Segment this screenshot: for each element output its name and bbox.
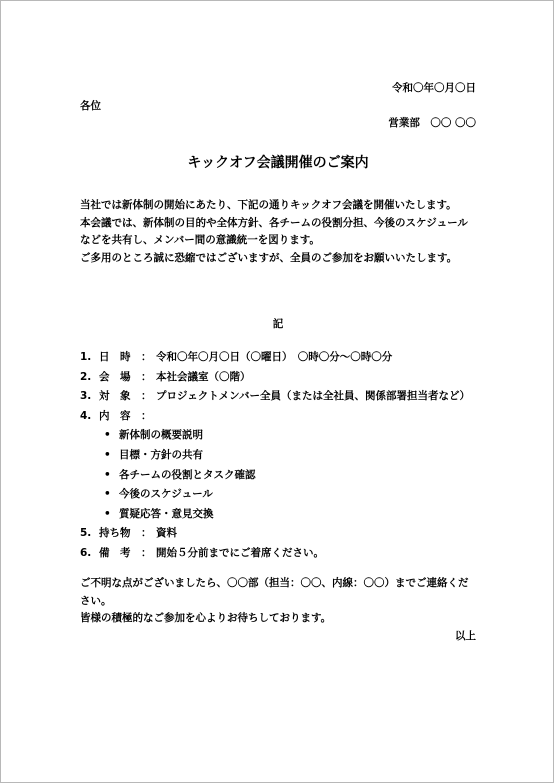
content-bullet-item xyxy=(80,505,480,525)
item-number: 3. xyxy=(80,390,92,403)
content-bullet-item xyxy=(80,485,480,505)
item-value: 開始５分前までにご着席ください。 xyxy=(156,546,324,559)
content-text: 今後のスケジュール xyxy=(119,488,213,501)
item-label: 会 場 ： xyxy=(99,370,152,383)
item-number: 4. xyxy=(80,409,92,422)
item-number: 5. xyxy=(80,527,92,540)
ijou-closing-mark: 以上 xyxy=(455,630,476,642)
closing-paragraphs xyxy=(80,575,476,628)
detail-item-contents xyxy=(80,407,480,427)
content-bullet-item xyxy=(80,466,480,486)
content-bullet-item xyxy=(80,446,480,466)
item-value: 資料 xyxy=(156,527,177,540)
item-label: 備 考 ： xyxy=(99,546,152,559)
content-text: 各チームの役割とタスク確認 xyxy=(119,468,256,481)
item-label: 内 容 ： xyxy=(99,409,152,422)
bullet-icon: • xyxy=(104,429,111,442)
content-bullet-item xyxy=(80,426,480,446)
bullet-icon: • xyxy=(104,468,111,481)
item-number: 2. xyxy=(80,370,92,383)
item-number: 6. xyxy=(80,546,92,559)
document-title: キックオフ会議開催のご案内 xyxy=(187,155,369,171)
closing-paragraph: ご不明な点がございましたら、〇〇部（担当：〇〇、内線：〇〇）までご連絡ください。 xyxy=(80,577,469,607)
closing-paragraph: 皆様の積極的なご参加を心よりお待ちしております。 xyxy=(80,612,332,624)
details-list xyxy=(80,348,480,564)
recipient: 各位 xyxy=(80,100,101,112)
item-value: プロジェクトメンバー全員（または全社員、関係部署担当者など） xyxy=(156,390,470,403)
detail-item-venue xyxy=(80,368,480,388)
intro-paragraph: ご多用のところ誠に恐縮ではございますが、全員のご参加をお願いいたします。 xyxy=(80,251,458,264)
ki-heading: 記 xyxy=(272,318,284,330)
content-text: 質疑応答・意見交換 xyxy=(119,507,214,520)
intro-paragraph: 本会議では、新体制の目的や全体方針、各チームの役割分担、今後のスケジュールなどを共有し、メンバー間の意識統一を図ります。 xyxy=(80,216,468,246)
detail-item-remarks xyxy=(80,544,480,564)
intro-paragraphs xyxy=(80,197,476,267)
content-text: 目標・方針の共有 xyxy=(119,448,203,461)
detail-item-datetime xyxy=(80,348,480,368)
item-number: 1. xyxy=(80,351,92,363)
item-label: 持ち物 ： xyxy=(99,527,152,540)
bullet-icon: • xyxy=(104,488,111,501)
item-value: 令和〇年〇月〇日（〇曜日） 〇時〇分～〇時〇分 xyxy=(156,351,393,363)
item-value: 本社会議室（〇階） xyxy=(156,370,251,383)
document-date: 令和〇年〇月〇日 xyxy=(392,82,476,94)
detail-item-target xyxy=(80,387,480,407)
intro-paragraph: 当社では新体制の開始にあたり、下記の通りキックオフ会議を開催いたします。 xyxy=(80,199,457,211)
sender: 営業部 〇〇 〇〇 xyxy=(388,117,476,129)
content-text: 新体制の概要説明 xyxy=(119,429,203,442)
bullet-icon: • xyxy=(104,448,111,461)
detail-item-belongings xyxy=(80,524,480,544)
bullet-icon: • xyxy=(104,507,111,520)
item-label: 日 時 ： xyxy=(99,351,152,363)
item-label: 対 象 ： xyxy=(99,390,152,403)
